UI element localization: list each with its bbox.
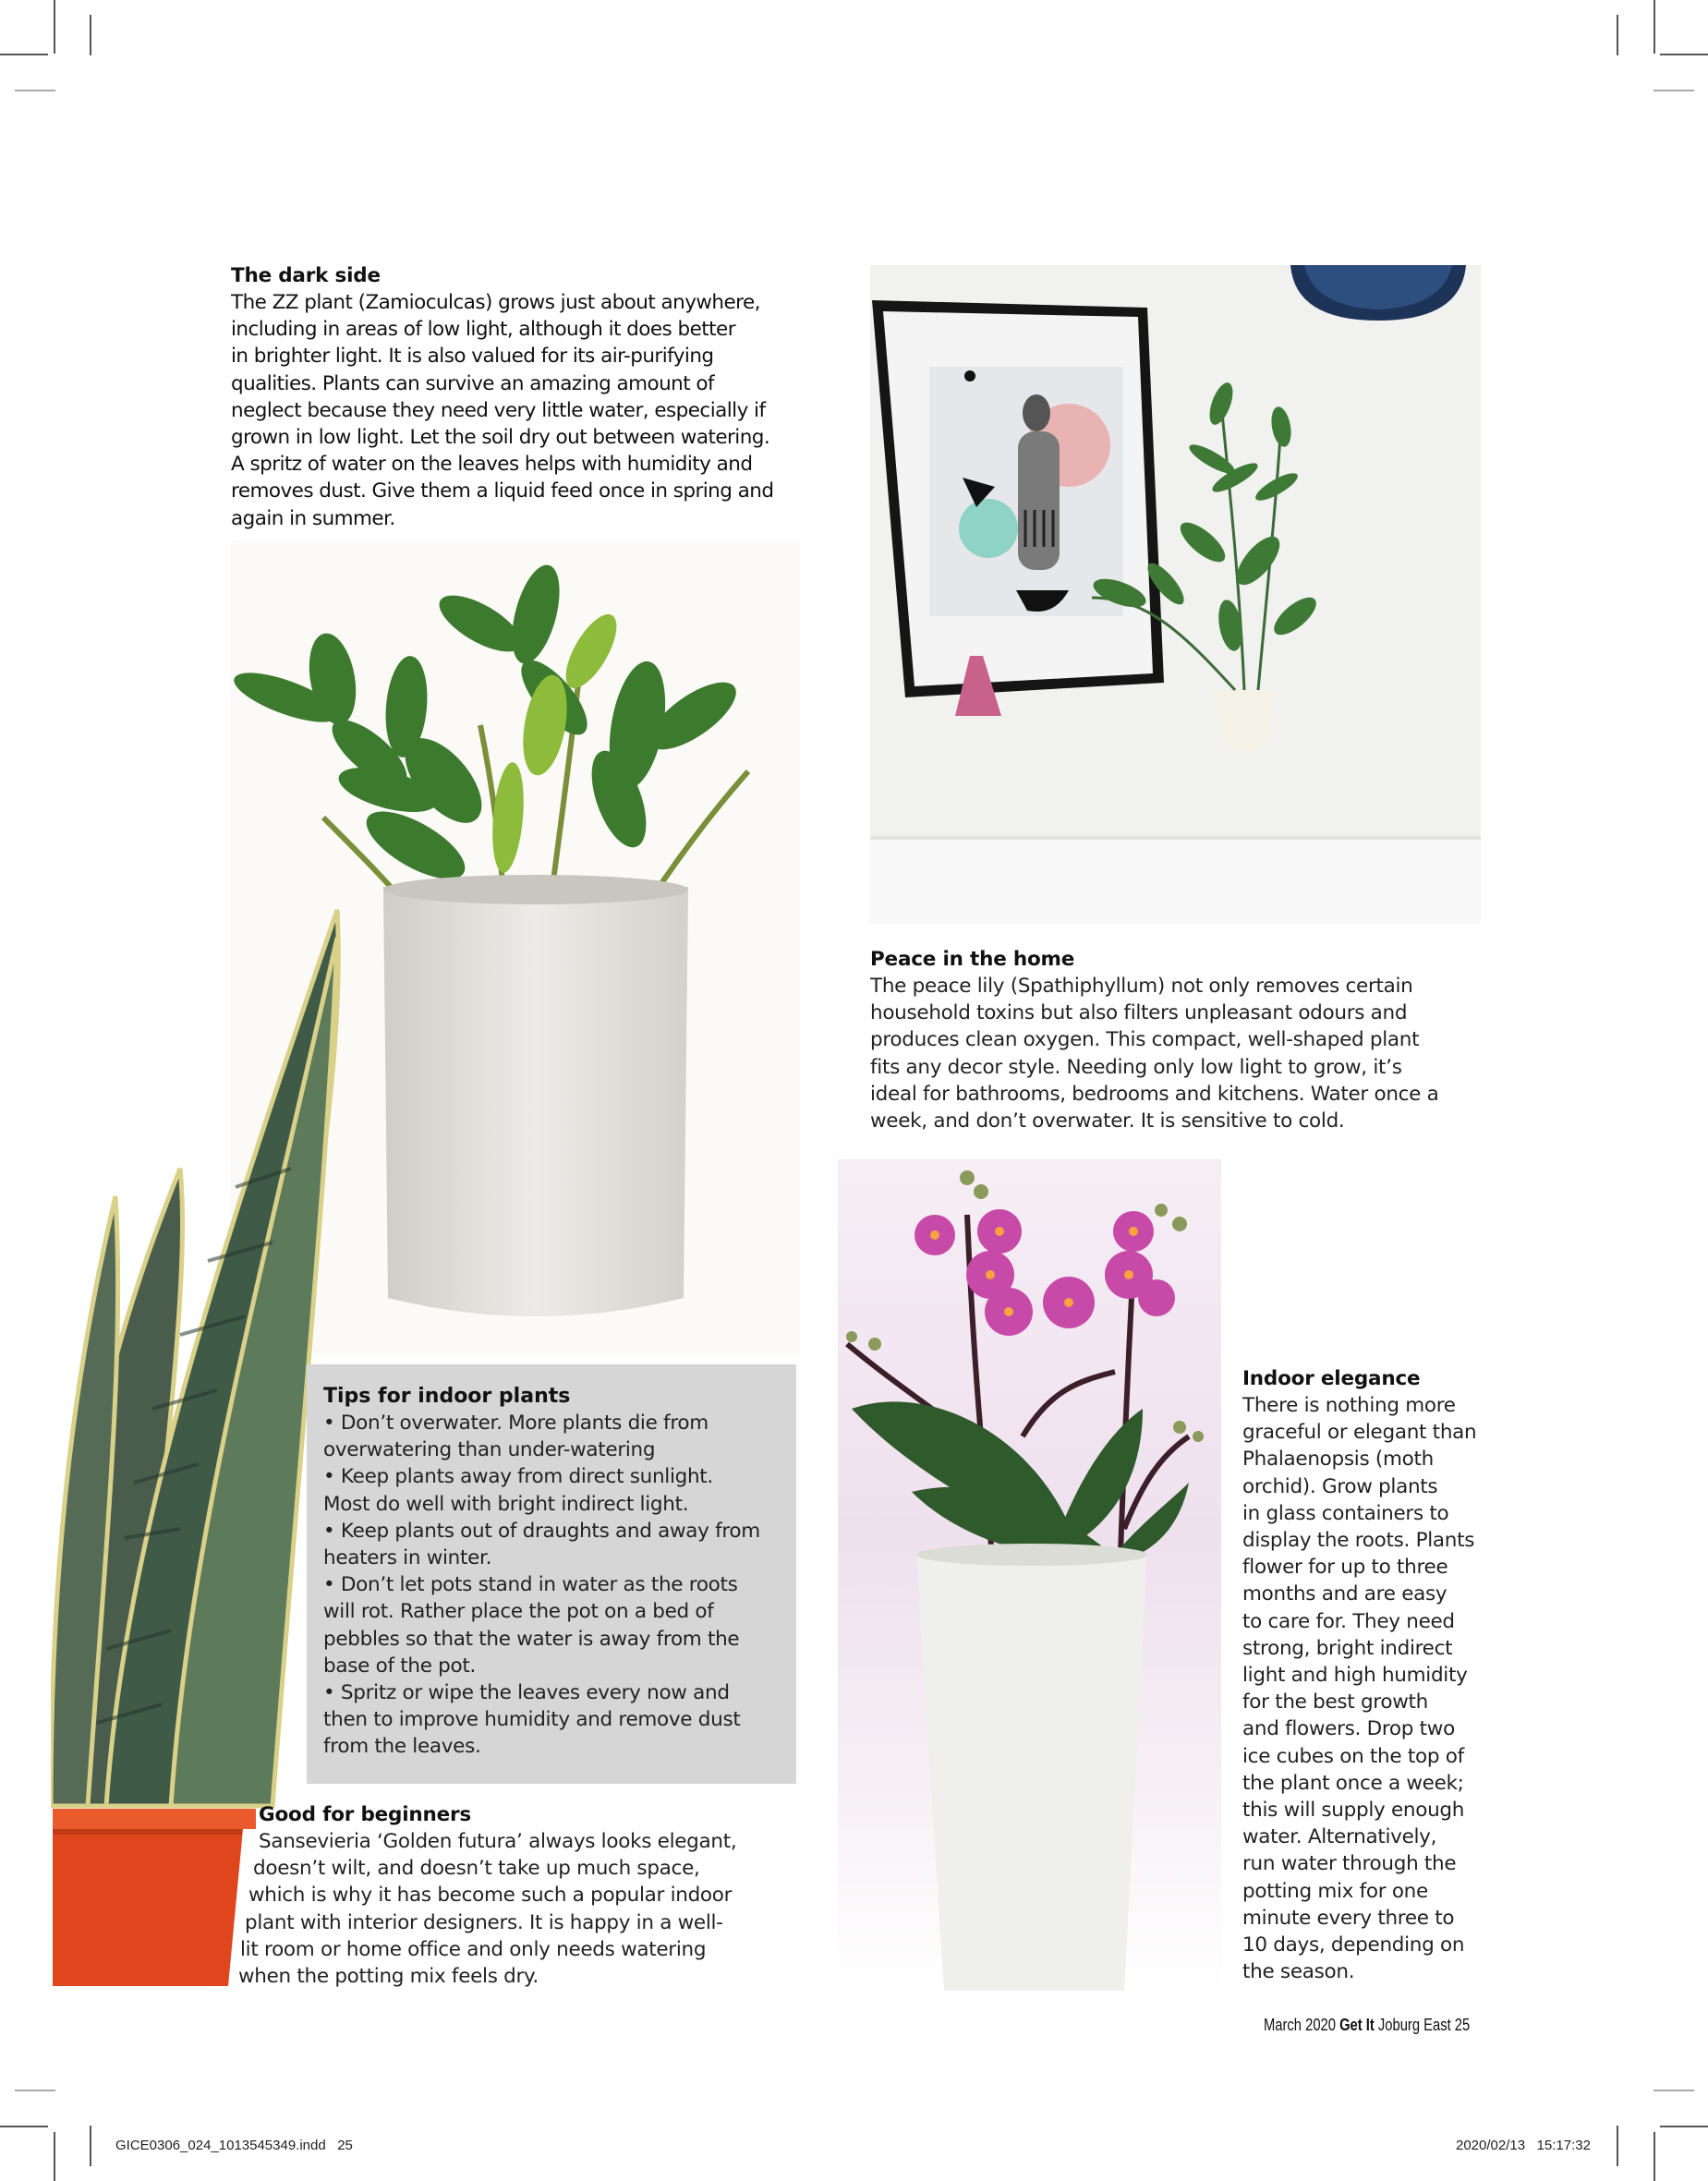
tip-line: pebbles so that the water is away from the: [323, 1627, 740, 1651]
body-line: lit room or home office and only needs watering: [240, 1937, 707, 1961]
body-line: the plant once a week;: [1242, 1771, 1464, 1795]
article-body: [231, 289, 804, 532]
tip-line: heaters in winter.: [323, 1546, 492, 1570]
body-line: months and are easy: [1242, 1582, 1448, 1606]
tip-line: • Spritz or wipe the leaves every now and: [323, 1681, 730, 1705]
tips-sidebar-box: [307, 1364, 796, 1784]
body-line: potting mix for one: [1242, 1879, 1428, 1903]
article-dark-side: [231, 262, 804, 532]
tip-line: from the leaves.: [323, 1735, 481, 1759]
body-line: to care for. They need: [1242, 1609, 1455, 1633]
tip-line: Most do well with bright indirect light.: [323, 1492, 689, 1516]
article-body: [240, 1828, 794, 1990]
folio-month: March 2020: [1264, 2016, 1336, 2034]
folio-edition: Joburg East: [1377, 2016, 1451, 2034]
article-title: Indoor elegance: [1242, 1367, 1421, 1390]
body-line: display the roots. Plants: [1242, 1529, 1475, 1553]
crop-mark: [0, 2126, 48, 2127]
orchid-illustration: [838, 1159, 1221, 1991]
tips-title: Tips for indoor plants: [323, 1385, 571, 1408]
crop-mark: [90, 2126, 91, 2166]
tip-line: will rot. Rather place the pot on a bed of: [323, 1600, 714, 1624]
folio-brand: Get It: [1339, 2016, 1375, 2034]
body-line: fits any decor style. Needing only low light to grow, it’s: [870, 1055, 1402, 1079]
body-line: The ZZ plant (Zamioculcas) grows just about anywhere,: [231, 291, 760, 314]
body-line: light and high humidity: [1242, 1664, 1468, 1688]
article-body: [870, 973, 1498, 1134]
body-line: flower for up to three: [1242, 1556, 1448, 1580]
tip-line: • Don’t overwater. More plants die from: [323, 1412, 709, 1435]
print-slug-filename: GICE0306_024_1013545349.indd 25: [115, 2138, 353, 2153]
crop-mark: [1617, 2126, 1618, 2166]
crop-mark: [1660, 54, 1708, 55]
body-line: orchid). Grow plants: [1242, 1474, 1438, 1498]
crop-mark: [54, 2132, 55, 2181]
crop-mark: [15, 2090, 55, 2091]
body-line: qualities. Plants can survive an amazing amount of: [231, 371, 715, 395]
body-line: 10 days, depending on: [1242, 1933, 1465, 1957]
body-line: which is why it has become such a popular indoor: [248, 1884, 733, 1908]
body-line: the season.: [1242, 1960, 1355, 1984]
article-body: [1242, 1392, 1510, 1985]
body-line: water. Alternatively,: [1242, 1825, 1437, 1849]
crop-mark: [1653, 2090, 1694, 2091]
page-folio: [1264, 2016, 1470, 2035]
body-line: ice cubes on the top of: [1242, 1744, 1464, 1768]
body-line: for the best growth: [1242, 1690, 1428, 1715]
crop-mark: [90, 15, 91, 55]
crop-mark: [1653, 2132, 1655, 2181]
body-line: There is nothing more: [1242, 1394, 1456, 1417]
body-line: week, and don’t overwater. It is sensitive to cold.: [870, 1109, 1345, 1133]
body-line: grown in low light. Let the soil dry out between watering.: [231, 426, 770, 450]
body-line: graceful or elegant than: [1242, 1421, 1477, 1445]
article-title: Good for beginners: [259, 1803, 472, 1826]
body-line: in glass containers to: [1242, 1501, 1449, 1525]
body-line: ideal for bathrooms, bedrooms and kitchens. Water once a: [870, 1082, 1439, 1106]
print-slug-timestamp: 2020/02/13 15:17:32: [1456, 2138, 1591, 2153]
framed-print-photo: [870, 265, 1481, 924]
body-line: household toxins but also filters unpleasant odours and: [870, 1001, 1408, 1025]
crop-mark: [1653, 0, 1655, 54]
crop-mark: [15, 90, 55, 91]
body-line: in brighter light. It is also valued for its air-purifying: [231, 345, 714, 369]
article-peace-in-the-home: [870, 946, 1498, 1134]
orchid-photo: [838, 1159, 1221, 1991]
crop-mark: [1660, 2126, 1708, 2127]
body-line: A spritz of water on the leaves helps with humidity and: [231, 453, 753, 477]
body-line: run water through the: [1242, 1852, 1457, 1876]
body-line: strong, bright indirect: [1242, 1636, 1453, 1660]
body-line: The peace lily (Spathiphyllum) not only removes certain: [870, 975, 1413, 998]
body-line: Sansevieria ‘Golden futura’ always looks elegant,: [259, 1830, 737, 1853]
crop-mark: [1653, 90, 1694, 91]
body-line: removes dust. Give them a liquid feed once in spring and: [231, 479, 774, 503]
article-indoor-elegance: [1242, 1365, 1510, 1985]
body-line: again in summer.: [231, 506, 395, 530]
crop-mark: [1617, 15, 1618, 55]
body-line: this will supply enough: [1242, 1799, 1465, 1823]
crop-mark: [0, 54, 48, 55]
body-line: and flowers. Drop two: [1242, 1717, 1455, 1741]
framed-print-illustration: [870, 265, 1481, 924]
article-good-for-beginners: [240, 1801, 794, 1990]
body-line: plant with interior designers. It is happy in a well-: [245, 1910, 723, 1934]
tip-line: • Keep plants away from direct sunlight.: [323, 1465, 713, 1489]
body-line: minute every three to: [1242, 1906, 1455, 1930]
body-line: Phalaenopsis (moth: [1242, 1448, 1434, 1472]
folio-page-number: 25: [1454, 2016, 1471, 2034]
body-line: doesn’t wilt, and doesn’t take up much space,: [253, 1857, 700, 1881]
body-line: neglect because they need very little water, especially if: [231, 398, 766, 422]
article-title: The dark side: [231, 264, 381, 287]
crop-mark: [54, 0, 55, 54]
tip-line: • Keep plants out of draughts and away from: [323, 1519, 760, 1543]
body-line: produces clean oxygen. This compact, well-shaped plant: [870, 1028, 1420, 1052]
tip-line: base of the pot.: [323, 1654, 477, 1678]
tip-line: then to improve humidity and remove dust: [323, 1708, 741, 1732]
tip-line: • Don’t let pots stand in water as the roots: [323, 1573, 738, 1597]
body-line: including in areas of low light, although it does better: [231, 318, 735, 342]
article-title: Peace in the home: [870, 948, 1075, 971]
body-line: when the potting mix feels dry.: [238, 1965, 539, 1989]
tip-line: overwatering than under-watering: [323, 1438, 656, 1462]
